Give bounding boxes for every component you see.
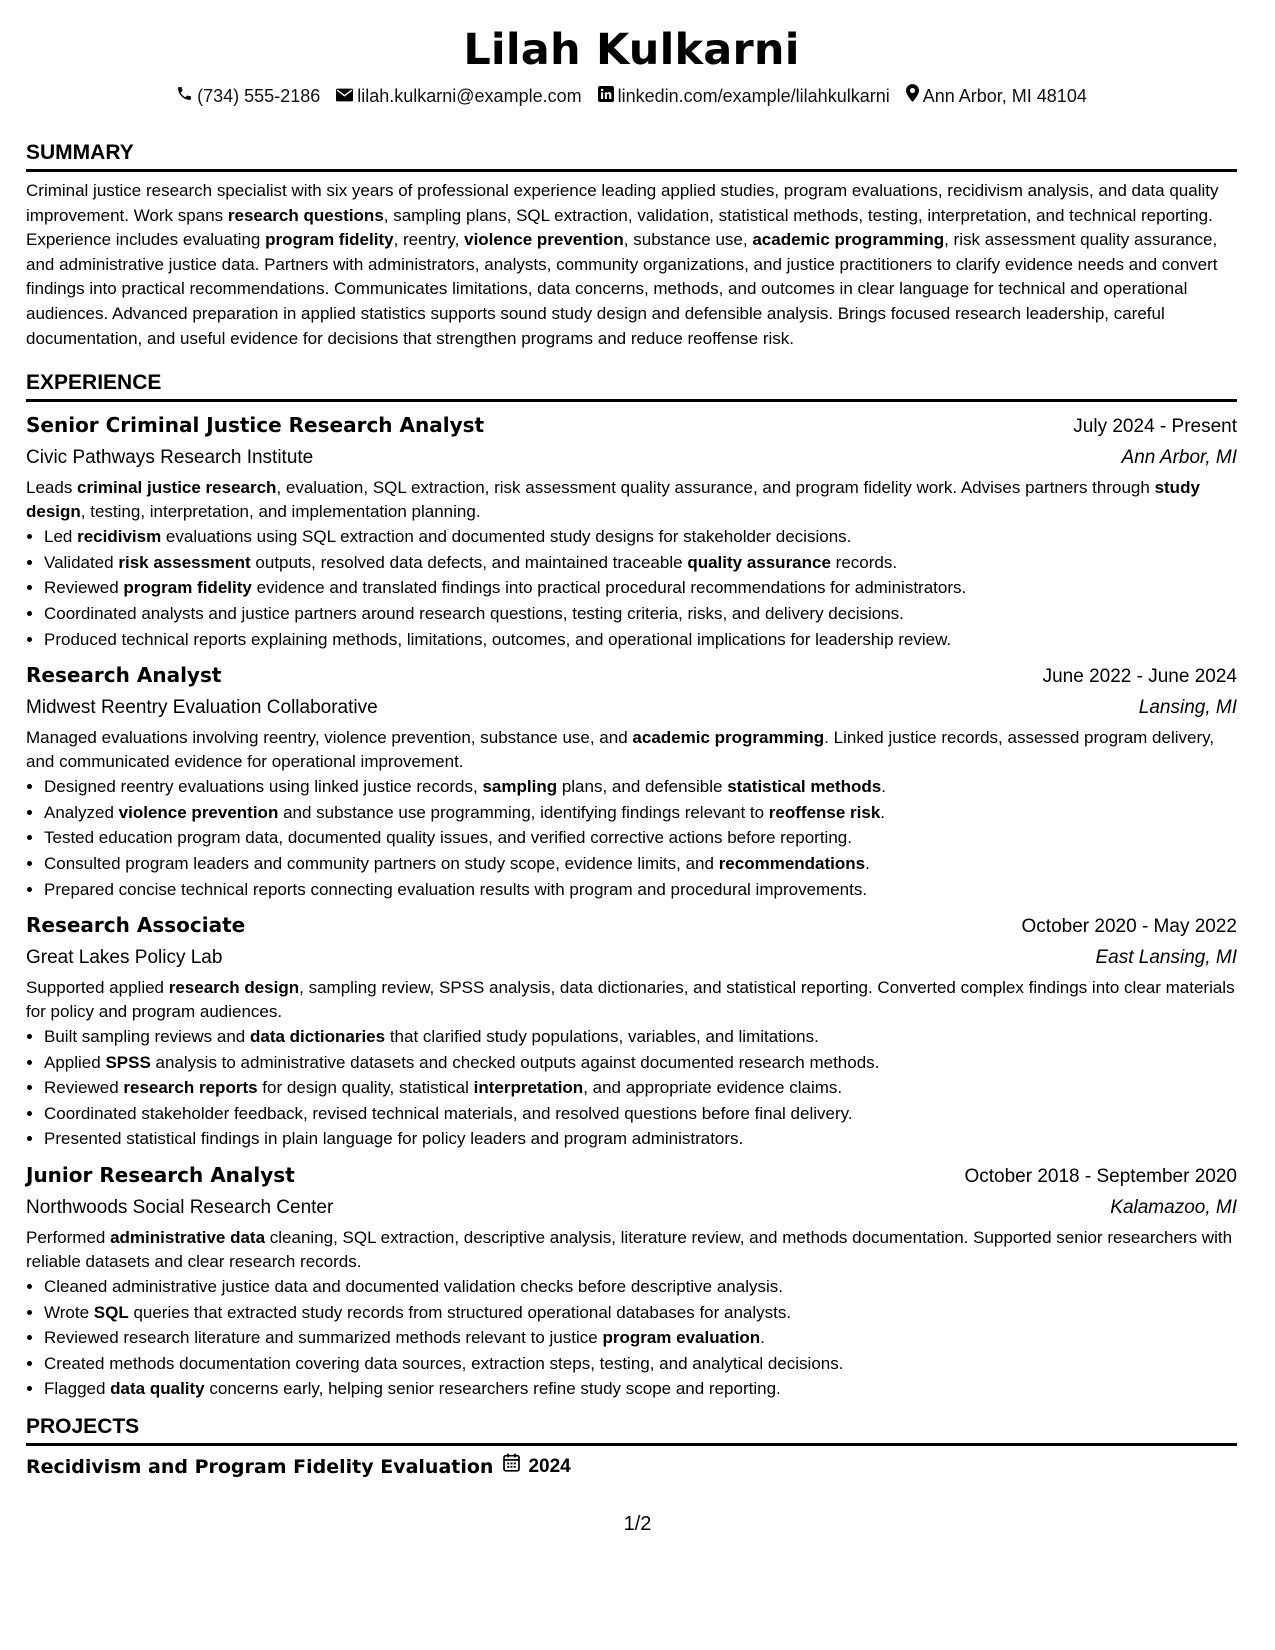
job-dates: October 2018 - September 2020 xyxy=(964,1166,1237,1188)
text-run: queries that extracted study records from structured operational databases for analysts. xyxy=(128,1302,792,1322)
keyword-bold: research reports xyxy=(123,1078,258,1098)
page-number: 1/2 xyxy=(623,1513,652,1535)
text-run: Criminal justice research specialist with six years of professional experience leading applied studies, program evaluations, recidivism analysis, and data quality improvement. Work spans xyxy=(26,181,1219,225)
job-bullets xyxy=(26,774,1237,902)
project-name: Recidivism and Program Fidelity Evaluation xyxy=(26,1456,494,1479)
text-run: . Linked justice records, assessed program delivery, and communicated evidence for operational improvement. xyxy=(26,728,1215,772)
keyword-bold: administrative data xyxy=(110,1228,266,1248)
job-summary xyxy=(26,976,1237,1024)
text-run: analysis to administrative datasets and checked outputs against documented research methods. xyxy=(150,1052,880,1072)
text-run: records. xyxy=(830,552,898,572)
contact-phone[interactable] xyxy=(176,84,320,108)
keyword-bold: SQL xyxy=(93,1302,129,1322)
text-run: outputs, resolved data defects, and maintained traceable xyxy=(250,552,688,572)
text-run: Created methods documentation covering data sources, extraction steps, testing, and analytical decisions. xyxy=(44,1353,844,1373)
text-run: , evaluation, SQL extraction, risk assessment quality assurance, and program fidelity work. Advises partners through xyxy=(276,478,1155,498)
text-run: Cleaned administrative justice data and documented validation checks before descriptive analysis. xyxy=(44,1277,783,1297)
keyword-bold: violence prevention xyxy=(118,802,279,822)
job-location: Ann Arbor, MI xyxy=(1121,447,1237,469)
projects-heading: PROJECTS xyxy=(26,1414,1237,1446)
contact-bar xyxy=(26,84,1237,108)
text-run: Flagged xyxy=(44,1379,111,1399)
keyword-bold: statistical methods xyxy=(727,777,882,797)
text-run: . xyxy=(880,802,886,822)
keyword-bold: program fidelity xyxy=(123,578,252,598)
bullet-item xyxy=(44,800,1237,826)
text-run: Applied xyxy=(44,1052,106,1072)
text-run: . xyxy=(881,777,886,797)
job-bullets xyxy=(26,1024,1237,1152)
text-run: plans, and defensible xyxy=(557,777,728,797)
text-run: . xyxy=(865,853,870,873)
text-run: Presented statistical findings in plain language for policy leaders and program administrators. xyxy=(44,1129,744,1149)
bullet-item xyxy=(44,1300,1237,1326)
bullet-item xyxy=(44,1101,1237,1127)
experience-list xyxy=(26,409,1237,1402)
text-run: Reviewed research literature and summarized methods relevant to justice xyxy=(44,1328,603,1348)
phone-text: (734) 555-2186 xyxy=(197,86,321,106)
text-run: Coordinated stakeholder feedback, revised technical materials, and resolved questions before final delivery. xyxy=(44,1103,853,1123)
job-location: Kalamazoo, MI xyxy=(1110,1197,1237,1219)
text-run: Reviewed xyxy=(44,578,124,598)
contact-linkedin[interactable] xyxy=(598,84,890,108)
text-run: , reentry, xyxy=(393,230,465,250)
candidate-name: Lilah Kulkarni xyxy=(463,25,800,75)
job-organization: Midwest Reentry Evaluation Collaborative xyxy=(26,697,378,719)
text-run: Performed xyxy=(26,1228,111,1248)
keyword-bold: recommendations xyxy=(718,853,866,873)
job-bullets xyxy=(26,1274,1237,1402)
job-entry xyxy=(26,409,1237,652)
text-run: Built sampling reviews and xyxy=(44,1027,250,1047)
text-run: and substance use programming, identifying findings relevant to xyxy=(278,802,769,822)
bullet-item xyxy=(44,1075,1237,1101)
job-organization: Northwoods Social Research Center xyxy=(26,1197,334,1219)
summary-text xyxy=(26,179,1237,351)
bullet-item xyxy=(44,627,1237,653)
bullet-item xyxy=(44,524,1237,550)
calendar-icon xyxy=(503,1452,520,1482)
bullet-item xyxy=(44,1351,1237,1377)
bullet-item xyxy=(44,851,1237,877)
project-year: 2024 xyxy=(528,1456,571,1478)
text-run: Reviewed xyxy=(44,1078,124,1098)
text-run: cleaning, SQL extraction, descriptive analysis, literature review, and methods documentation. Supported senior researchers with reliable datasets and clear research records. xyxy=(26,1228,1233,1272)
job-title: Senior Criminal Justice Research Analyst xyxy=(26,413,485,438)
keyword-bold: research questions xyxy=(227,205,384,225)
keyword-bold: program fidelity xyxy=(265,230,394,250)
email-text: lilah.kulkarni@example.com xyxy=(357,86,582,106)
text-run: , testing, interpretation, and implementation planning. xyxy=(80,502,481,522)
location-text: Ann Arbor, MI 48104 xyxy=(922,86,1087,106)
job-title: Research Associate xyxy=(26,913,246,938)
text-run: Managed evaluations involving reentry, violence prevention, substance use, and xyxy=(26,728,633,748)
job-location: East Lansing, MI xyxy=(1095,947,1237,969)
envelope-icon xyxy=(336,84,353,108)
keyword-bold: data quality xyxy=(110,1379,205,1399)
text-run: , substance use, xyxy=(623,230,753,250)
project-entry xyxy=(26,1452,1237,1482)
text-run: Led xyxy=(44,527,78,547)
keyword-bold: study design xyxy=(26,478,1200,522)
bullet-item xyxy=(44,1376,1237,1402)
keyword-bold: program evaluation xyxy=(602,1328,761,1348)
job-entry xyxy=(26,659,1237,902)
text-run: . xyxy=(760,1328,765,1348)
job-summary xyxy=(26,1226,1237,1274)
keyword-bold: violence prevention xyxy=(464,230,624,250)
text-run: concerns early, helping senior researchers refine study scope and reporting. xyxy=(204,1379,781,1399)
keyword-bold: sampling xyxy=(482,777,558,797)
keyword-bold: academic programming xyxy=(632,728,825,748)
keyword-bold: interpretation xyxy=(473,1078,584,1098)
job-entry xyxy=(26,909,1237,1152)
bullet-item xyxy=(44,1126,1237,1152)
text-run: Wrote xyxy=(44,1302,94,1322)
bullet-item xyxy=(44,1274,1237,1300)
keyword-bold: data dictionaries xyxy=(249,1027,386,1047)
keyword-bold: recidivism xyxy=(77,527,162,547)
job-entry xyxy=(26,1159,1237,1402)
linkedin-text: linkedin.com/example/lilahkulkarni xyxy=(617,86,890,106)
job-dates: July 2024 - Present xyxy=(1073,416,1237,438)
text-run: Analyzed xyxy=(44,802,119,822)
job-organization: Civic Pathways Research Institute xyxy=(26,447,314,469)
text-run: that clarified study populations, variables, and limitations. xyxy=(385,1027,819,1047)
phone-icon xyxy=(176,84,193,108)
text-run: , risk assessment quality assurance, and administrative justice data. Partners with administrators, analysts, community organizations, and justice practitioners to clarify evidence needs and convert findings into practical recommendations. Communicates limitations, data concerns, methods, and outcomes in clear language for technical and operational audiences. Advanced preparation in applied statistics supports sound study design and defensible analysis. Brings focused research leadership, careful documentation, and useful evidence for decisions that strengthen programs and reduce reoffense risk. xyxy=(26,230,1218,348)
bullet-item xyxy=(44,1024,1237,1050)
text-run: Coordinated analysts and justice partners around research questions, testing criteria, risks, and delivery decisions. xyxy=(44,603,904,623)
keyword-bold: risk assessment xyxy=(118,552,251,572)
job-organization: Great Lakes Policy Lab xyxy=(26,947,223,969)
text-run: Prepared concise technical reports connecting evaluation results with program and procedural improvements. xyxy=(44,879,868,899)
text-run: Tested education program data, documented quality issues, and verified corrective actions before reporting. xyxy=(44,828,852,848)
project-date xyxy=(503,1452,570,1482)
job-summary xyxy=(26,726,1237,774)
bullet-item xyxy=(44,550,1237,576)
job-title: Research Analyst xyxy=(26,663,222,688)
job-location: Lansing, MI xyxy=(1138,697,1237,719)
bullet-item xyxy=(44,601,1237,627)
bullet-item xyxy=(44,774,1237,800)
experience-heading: EXPERIENCE xyxy=(26,370,1237,402)
text-run: evidence and translated findings into practical procedural recommendations for administrators. xyxy=(251,578,967,598)
keyword-bold: reoffense risk xyxy=(768,802,881,822)
text-run: , sampling plans, SQL extraction, validation, statistical methods, testing, interpretation, and technical reporting. Experience includes evaluating xyxy=(26,205,1213,250)
text-run: , sampling review, SPSS analysis, data dictionaries, and statistical reporting. Converted complex findings into clear materials for policy and program audiences. xyxy=(26,978,1235,1022)
text-run: Designed reentry evaluations using linked justice records, xyxy=(44,777,483,797)
linkedin-icon xyxy=(598,84,614,108)
job-summary xyxy=(26,476,1237,524)
bullet-item xyxy=(44,877,1237,903)
bullet-item xyxy=(44,575,1237,601)
job-dates: October 2020 - May 2022 xyxy=(1021,916,1237,938)
text-run: for design quality, statistical xyxy=(257,1078,474,1098)
map-pin-icon xyxy=(906,84,919,108)
bullet-item xyxy=(44,1325,1237,1351)
keyword-bold: SPSS xyxy=(105,1052,151,1072)
text-run: Produced technical reports explaining methods, limitations, outcomes, and operational implications for leadership review. xyxy=(44,629,952,649)
job-bullets xyxy=(26,524,1237,652)
contact-email[interactable] xyxy=(336,84,581,108)
keyword-bold: quality assurance xyxy=(687,552,831,572)
keyword-bold: academic programming xyxy=(752,230,945,250)
keyword-bold: criminal justice research xyxy=(77,478,277,498)
contact-location xyxy=(906,84,1087,108)
job-title: Junior Research Analyst xyxy=(26,1163,295,1188)
text-run: Consulted program leaders and community partners on study scope, evidence limits, and xyxy=(44,853,719,873)
text-run: Validated xyxy=(44,552,119,572)
keyword-bold: research design xyxy=(168,978,300,998)
job-dates: June 2022 - June 2024 xyxy=(1042,666,1237,688)
summary-heading: SUMMARY xyxy=(26,140,1237,172)
text-run: Leads xyxy=(26,478,78,498)
text-run: , and appropriate evidence claims. xyxy=(583,1078,843,1098)
text-run: Supported applied xyxy=(26,978,169,998)
bullet-item xyxy=(44,825,1237,851)
bullet-item xyxy=(44,1050,1237,1076)
text-run: evaluations using SQL extraction and documented study designs for stakeholder decisions. xyxy=(161,527,852,547)
